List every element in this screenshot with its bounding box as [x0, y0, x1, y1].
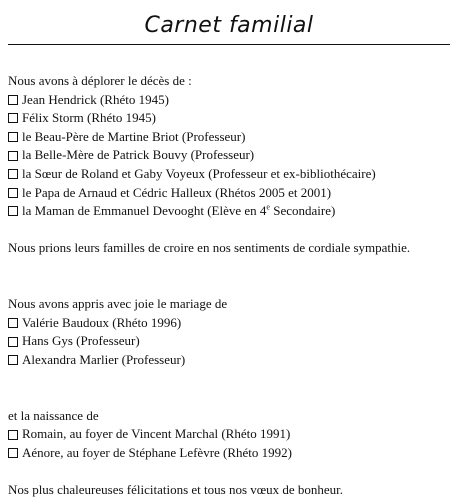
death-item-text: la Belle-Mère de Patrick Bouvy (Professeur): [22, 147, 255, 163]
marriage-item: [8, 314, 454, 333]
marriage-item-text: Alexandra Marlier (Professeur): [22, 351, 186, 367]
death-item: [8, 184, 454, 203]
death-item-text: le Beau-Père de Martine Briot (Professeur): [22, 128, 246, 144]
death-item-text: Félix Storm (Rhéto 1945): [22, 110, 156, 126]
birth-item: [8, 444, 454, 463]
marriages-intro: Nous avons appris avec joie le mariage de: [8, 296, 228, 312]
spacer: [8, 258, 454, 295]
announcements: [8, 72, 454, 500]
marriage-item-text: Valérie Baudoux (Rhéto 1996): [22, 314, 182, 330]
spacer: [8, 221, 454, 240]
births-intro: et la naissance de: [8, 407, 99, 423]
death-item-text: Jean Hendrick (Rhéto 1945): [22, 91, 169, 107]
death-item-text-suffix: Secondaire): [269, 203, 336, 219]
death-item-text: la Sœur de Roland et Gaby Voyeux (Professeur et ex-bibliothécaire): [22, 165, 376, 181]
marriage-item-text: Hans Gys (Professeur): [22, 333, 140, 349]
death-item: [8, 165, 454, 184]
ordinal-superscript: e: [266, 202, 270, 212]
title-divider: [8, 44, 450, 45]
checkbox-icon: [8, 188, 18, 198]
death-item: [8, 109, 454, 128]
checkbox-icon: [8, 95, 18, 105]
birth-item-text: Romain, au foyer de Vincent Marchal (Rhéto 1991): [22, 426, 291, 442]
checkbox-icon: [8, 113, 18, 123]
checkbox-icon: [8, 355, 18, 365]
checkbox-icon: [8, 169, 18, 179]
death-item: [8, 146, 454, 165]
checkbox-icon: [8, 430, 18, 440]
marriage-item: [8, 351, 454, 370]
checkbox-icon: [8, 337, 18, 347]
congratulations-text: Nos plus chaleureuses félicitations et tous nos vœux de bonheur.: [8, 482, 344, 498]
checkbox-icon: [8, 151, 18, 161]
death-item: [8, 128, 454, 147]
deaths-intro: Nous avons à déplorer le décès de :: [8, 73, 192, 88]
birth-item-text: Aénore, au foyer de Stéphane Lefèvre (Rhéto 1992): [22, 444, 292, 460]
spacer: [8, 370, 454, 407]
page-title: Carnet familial: [144, 13, 314, 38]
death-item: [8, 91, 454, 110]
checkbox-icon: [8, 318, 18, 328]
death-item: [8, 202, 454, 221]
birth-item: [8, 425, 454, 444]
condolences-text: Nous prions leurs familles de croire en nos sentiments de cordiale sympathie.: [8, 240, 411, 256]
death-item-text-prefix: la Maman de Emmanuel Devooght (Elève en 4: [22, 203, 267, 219]
spacer: [8, 462, 454, 481]
marriage-item: [8, 332, 454, 351]
checkbox-icon: [8, 448, 18, 458]
death-item-text: le Papa de Arnaud et Cédric Halleux (Rhétos 2005 et 2001): [22, 184, 332, 200]
checkbox-icon: [8, 206, 18, 216]
death-item-text: [22, 202, 335, 221]
checkbox-icon: [8, 132, 18, 142]
